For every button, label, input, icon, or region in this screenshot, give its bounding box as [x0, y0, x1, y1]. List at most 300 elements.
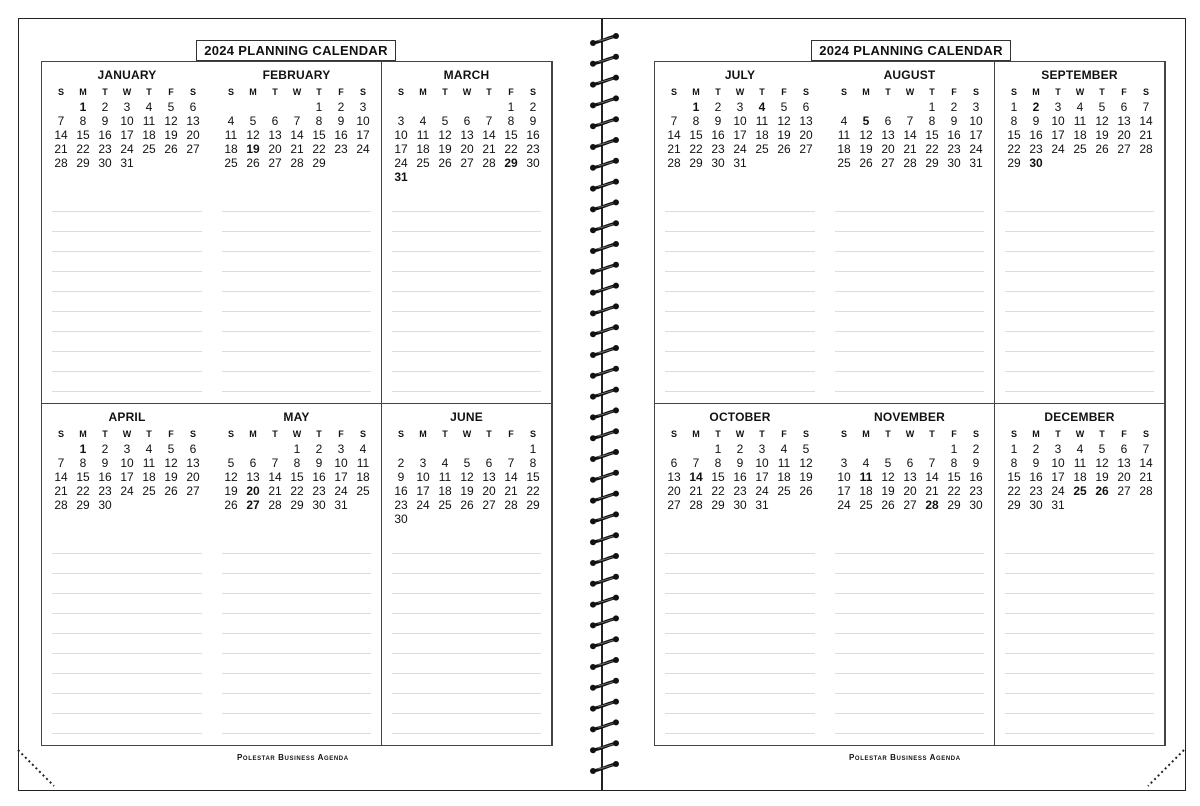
- day-number[interactable]: 28: [667, 156, 681, 170]
- day-number[interactable]: 11: [1073, 114, 1087, 128]
- day-number[interactable]: 4: [145, 442, 153, 456]
- day-number[interactable]: 17: [1051, 470, 1065, 484]
- day-number[interactable]: 14: [903, 128, 917, 142]
- day-number[interactable]: 19: [1095, 128, 1109, 142]
- day-number[interactable]: 20: [186, 128, 200, 142]
- day-number[interactable]: 9: [950, 114, 958, 128]
- day-number[interactable]: 10: [416, 470, 430, 484]
- day-number[interactable]: 21: [925, 484, 939, 498]
- day-number[interactable]: 15: [1007, 470, 1021, 484]
- day-number[interactable]: 21: [268, 484, 282, 498]
- day-number[interactable]: 5: [463, 456, 471, 470]
- day-number[interactable]: 26: [881, 498, 895, 512]
- day-number[interactable]: 25: [755, 142, 769, 156]
- day-number[interactable]: 15: [504, 128, 518, 142]
- day-number[interactable]: 13: [903, 470, 917, 484]
- day-number[interactable]: 22: [504, 142, 518, 156]
- day-number[interactable]: 1: [692, 100, 700, 114]
- day-number[interactable]: 2: [101, 442, 109, 456]
- day-number[interactable]: 29: [711, 498, 725, 512]
- day-number[interactable]: 18: [837, 142, 851, 156]
- day-number[interactable]: 24: [733, 142, 747, 156]
- day-number[interactable]: 1: [1010, 100, 1018, 114]
- day-number[interactable]: 18: [142, 128, 156, 142]
- day-number[interactable]: 10: [394, 128, 408, 142]
- day-number[interactable]: 7: [1142, 100, 1150, 114]
- day-number[interactable]: 12: [799, 456, 813, 470]
- day-number[interactable]: 3: [1054, 442, 1062, 456]
- day-number[interactable]: 28: [1139, 142, 1153, 156]
- day-number[interactable]: 31: [733, 156, 747, 170]
- day-number[interactable]: 19: [799, 470, 813, 484]
- day-number[interactable]: 31: [969, 156, 983, 170]
- day-number[interactable]: 18: [356, 470, 370, 484]
- day-number[interactable]: 7: [507, 456, 515, 470]
- day-number[interactable]: 27: [482, 498, 496, 512]
- day-number[interactable]: 15: [689, 128, 703, 142]
- day-number[interactable]: 5: [1098, 100, 1106, 114]
- day-number[interactable]: 24: [394, 156, 408, 170]
- day-number[interactable]: 29: [689, 156, 703, 170]
- day-number[interactable]: 27: [186, 142, 200, 156]
- day-number[interactable]: 14: [482, 128, 496, 142]
- day-number[interactable]: 3: [123, 442, 131, 456]
- day-number[interactable]: 25: [142, 484, 156, 498]
- day-number[interactable]: 31: [1051, 498, 1065, 512]
- day-number[interactable]: 19: [164, 128, 178, 142]
- day-number[interactable]: 14: [54, 128, 68, 142]
- day-number[interactable]: 20: [186, 470, 200, 484]
- day-number[interactable]: 2: [337, 100, 345, 114]
- day-number[interactable]: 23: [394, 498, 408, 512]
- day-number[interactable]: 5: [862, 114, 870, 128]
- day-number[interactable]: 19: [881, 484, 895, 498]
- day-number[interactable]: 13: [460, 128, 474, 142]
- day-number[interactable]: 20: [667, 484, 681, 498]
- day-number[interactable]: 25: [1073, 484, 1087, 498]
- day-number[interactable]: 2: [397, 456, 405, 470]
- day-number[interactable]: 16: [1029, 470, 1043, 484]
- day-number[interactable]: 27: [799, 142, 813, 156]
- day-number[interactable]: 11: [859, 470, 873, 484]
- day-number[interactable]: 4: [758, 100, 766, 114]
- day-number[interactable]: 6: [485, 456, 493, 470]
- day-number[interactable]: 26: [460, 498, 474, 512]
- day-number[interactable]: 16: [312, 470, 326, 484]
- day-number[interactable]: 7: [271, 456, 279, 470]
- day-number[interactable]: 24: [416, 498, 430, 512]
- day-number[interactable]: 23: [98, 484, 112, 498]
- day-number[interactable]: 23: [334, 142, 348, 156]
- day-number[interactable]: 30: [1029, 498, 1043, 512]
- day-number[interactable]: 7: [1142, 442, 1150, 456]
- day-number[interactable]: 26: [777, 142, 791, 156]
- day-number[interactable]: 9: [529, 114, 537, 128]
- day-number[interactable]: 11: [755, 114, 769, 128]
- day-number[interactable]: 4: [780, 442, 788, 456]
- day-number[interactable]: 26: [799, 484, 813, 498]
- day-number[interactable]: 15: [526, 470, 540, 484]
- day-number[interactable]: 21: [482, 142, 496, 156]
- day-number[interactable]: 5: [167, 100, 175, 114]
- day-number[interactable]: 3: [397, 114, 405, 128]
- day-number[interactable]: 26: [438, 156, 452, 170]
- day-number[interactable]: 6: [1120, 442, 1128, 456]
- day-number[interactable]: 23: [1029, 142, 1043, 156]
- day-number[interactable]: 26: [164, 484, 178, 498]
- day-number[interactable]: 9: [1032, 456, 1040, 470]
- day-number[interactable]: 23: [312, 484, 326, 498]
- day-number[interactable]: 27: [667, 498, 681, 512]
- day-number[interactable]: 14: [268, 470, 282, 484]
- day-number[interactable]: 24: [334, 484, 348, 498]
- day-number[interactable]: 12: [777, 114, 791, 128]
- day-number[interactable]: 4: [419, 114, 427, 128]
- day-number[interactable]: 1: [79, 442, 87, 456]
- day-number[interactable]: 3: [972, 100, 980, 114]
- day-number[interactable]: 4: [227, 114, 235, 128]
- day-number[interactable]: 28: [504, 498, 518, 512]
- day-number[interactable]: 20: [881, 142, 895, 156]
- day-number[interactable]: 22: [925, 142, 939, 156]
- day-number[interactable]: 31: [120, 156, 134, 170]
- day-number[interactable]: 30: [98, 156, 112, 170]
- day-number[interactable]: 17: [120, 470, 134, 484]
- day-number[interactable]: 25: [1073, 142, 1087, 156]
- day-number[interactable]: 6: [249, 456, 257, 470]
- note-lines[interactable]: [1005, 192, 1154, 397]
- day-number[interactable]: 19: [1095, 470, 1109, 484]
- day-number[interactable]: 19: [438, 142, 452, 156]
- day-number[interactable]: 22: [290, 484, 304, 498]
- day-number[interactable]: 20: [1117, 470, 1131, 484]
- day-number[interactable]: 11: [837, 128, 851, 142]
- day-number[interactable]: 15: [76, 470, 90, 484]
- day-number[interactable]: 10: [733, 114, 747, 128]
- day-number[interactable]: 10: [356, 114, 370, 128]
- day-number[interactable]: 18: [755, 128, 769, 142]
- day-number[interactable]: 4: [359, 442, 367, 456]
- day-number[interactable]: 20: [460, 142, 474, 156]
- note-lines[interactable]: [392, 534, 541, 740]
- day-number[interactable]: 8: [692, 114, 700, 128]
- day-number[interactable]: 13: [268, 128, 282, 142]
- day-number[interactable]: 20: [1117, 128, 1131, 142]
- day-number[interactable]: 6: [906, 456, 914, 470]
- day-number[interactable]: 25: [142, 142, 156, 156]
- note-lines[interactable]: [835, 534, 984, 740]
- day-number[interactable]: 23: [711, 142, 725, 156]
- day-number[interactable]: 12: [164, 456, 178, 470]
- day-number[interactable]: 11: [438, 470, 452, 484]
- day-number[interactable]: 26: [164, 142, 178, 156]
- day-number[interactable]: 14: [667, 128, 681, 142]
- day-number[interactable]: 6: [884, 114, 892, 128]
- day-number[interactable]: 20: [799, 128, 813, 142]
- day-number[interactable]: 24: [120, 142, 134, 156]
- day-number[interactable]: 28: [54, 498, 68, 512]
- day-number[interactable]: 7: [57, 114, 65, 128]
- day-number[interactable]: 23: [969, 484, 983, 498]
- day-number[interactable]: 14: [290, 128, 304, 142]
- day-number[interactable]: 3: [758, 442, 766, 456]
- note-lines[interactable]: [392, 192, 541, 397]
- day-number[interactable]: 13: [482, 470, 496, 484]
- day-number[interactable]: 7: [293, 114, 301, 128]
- day-number[interactable]: 28: [925, 498, 939, 512]
- day-number[interactable]: 24: [120, 484, 134, 498]
- day-number[interactable]: 10: [120, 114, 134, 128]
- note-lines[interactable]: [835, 192, 984, 397]
- day-number[interactable]: 28: [268, 498, 282, 512]
- day-number[interactable]: 30: [711, 156, 725, 170]
- day-number[interactable]: 19: [460, 484, 474, 498]
- day-number[interactable]: 2: [972, 442, 980, 456]
- day-number[interactable]: 12: [859, 128, 873, 142]
- day-number[interactable]: 20: [246, 484, 260, 498]
- day-number[interactable]: 7: [692, 456, 700, 470]
- day-number[interactable]: 17: [334, 470, 348, 484]
- day-number[interactable]: 12: [1095, 114, 1109, 128]
- day-number[interactable]: 8: [79, 456, 87, 470]
- day-number[interactable]: 14: [1139, 114, 1153, 128]
- day-number[interactable]: 5: [1098, 442, 1106, 456]
- day-number[interactable]: 3: [123, 100, 131, 114]
- day-number[interactable]: 1: [315, 100, 323, 114]
- day-number[interactable]: 19: [224, 484, 238, 498]
- day-number[interactable]: 17: [837, 484, 851, 498]
- day-number[interactable]: 9: [972, 456, 980, 470]
- day-number[interactable]: 12: [881, 470, 895, 484]
- day-number[interactable]: 8: [928, 114, 936, 128]
- day-number[interactable]: 27: [903, 498, 917, 512]
- day-number[interactable]: 30: [394, 512, 408, 526]
- day-number[interactable]: 29: [312, 156, 326, 170]
- day-number[interactable]: 29: [1007, 498, 1021, 512]
- day-number[interactable]: 29: [526, 498, 540, 512]
- note-lines[interactable]: [222, 192, 371, 397]
- day-number[interactable]: 29: [76, 156, 90, 170]
- day-number[interactable]: 11: [224, 128, 238, 142]
- day-number[interactable]: 22: [1007, 484, 1021, 498]
- day-number[interactable]: 29: [947, 498, 961, 512]
- day-number[interactable]: 22: [947, 484, 961, 498]
- day-number[interactable]: 25: [224, 156, 238, 170]
- day-number[interactable]: 2: [529, 100, 537, 114]
- day-number[interactable]: 17: [356, 128, 370, 142]
- day-number[interactable]: 16: [98, 128, 112, 142]
- day-number[interactable]: 13: [881, 128, 895, 142]
- day-number[interactable]: 6: [670, 456, 678, 470]
- day-number[interactable]: 6: [189, 100, 197, 114]
- day-number[interactable]: 12: [438, 128, 452, 142]
- day-number[interactable]: 26: [1095, 142, 1109, 156]
- day-number[interactable]: 27: [460, 156, 474, 170]
- day-number[interactable]: 21: [903, 142, 917, 156]
- day-number[interactable]: 5: [802, 442, 810, 456]
- day-number[interactable]: 23: [1029, 484, 1043, 498]
- day-number[interactable]: 27: [268, 156, 282, 170]
- day-number[interactable]: 21: [689, 484, 703, 498]
- day-number[interactable]: 19: [777, 128, 791, 142]
- day-number[interactable]: 3: [1054, 100, 1062, 114]
- day-number[interactable]: 23: [526, 142, 540, 156]
- day-number[interactable]: 28: [689, 498, 703, 512]
- day-number[interactable]: 24: [755, 484, 769, 498]
- day-number[interactable]: 13: [667, 470, 681, 484]
- day-number[interactable]: 15: [76, 128, 90, 142]
- day-number[interactable]: 25: [416, 156, 430, 170]
- day-number[interactable]: 21: [1139, 128, 1153, 142]
- day-number[interactable]: 19: [246, 142, 260, 156]
- day-number[interactable]: 22: [526, 484, 540, 498]
- day-number[interactable]: 18: [1073, 128, 1087, 142]
- day-number[interactable]: 24: [969, 142, 983, 156]
- day-number[interactable]: 10: [334, 456, 348, 470]
- day-number[interactable]: 15: [925, 128, 939, 142]
- day-number[interactable]: 22: [1007, 142, 1021, 156]
- day-number[interactable]: 31: [334, 498, 348, 512]
- day-number[interactable]: 25: [837, 156, 851, 170]
- day-number[interactable]: 2: [1032, 100, 1040, 114]
- day-number[interactable]: 4: [145, 100, 153, 114]
- day-number[interactable]: 22: [689, 142, 703, 156]
- day-number[interactable]: 16: [394, 484, 408, 498]
- day-number[interactable]: 15: [1007, 128, 1021, 142]
- day-number[interactable]: 7: [485, 114, 493, 128]
- day-number[interactable]: 26: [859, 156, 873, 170]
- day-number[interactable]: 25: [356, 484, 370, 498]
- note-lines[interactable]: [665, 534, 815, 740]
- day-number[interactable]: 3: [359, 100, 367, 114]
- day-number[interactable]: 10: [1051, 114, 1065, 128]
- day-number[interactable]: 1: [950, 442, 958, 456]
- day-number[interactable]: 29: [1007, 156, 1021, 170]
- day-number[interactable]: 1: [529, 442, 537, 456]
- day-number[interactable]: 28: [482, 156, 496, 170]
- day-number[interactable]: 19: [164, 470, 178, 484]
- day-number[interactable]: 9: [101, 456, 109, 470]
- day-number[interactable]: 24: [1051, 142, 1065, 156]
- day-number[interactable]: 5: [167, 442, 175, 456]
- day-number[interactable]: 16: [334, 128, 348, 142]
- day-number[interactable]: 20: [903, 484, 917, 498]
- day-number[interactable]: 8: [79, 114, 87, 128]
- note-lines[interactable]: [52, 534, 202, 740]
- day-number[interactable]: 8: [315, 114, 323, 128]
- day-number[interactable]: 21: [54, 484, 68, 498]
- day-number[interactable]: 10: [755, 456, 769, 470]
- day-number[interactable]: 17: [416, 484, 430, 498]
- day-number[interactable]: 1: [1010, 442, 1018, 456]
- day-number[interactable]: 30: [312, 498, 326, 512]
- day-number[interactable]: 28: [903, 156, 917, 170]
- day-number[interactable]: 22: [312, 142, 326, 156]
- day-number[interactable]: 2: [101, 100, 109, 114]
- day-number[interactable]: 16: [947, 128, 961, 142]
- day-number[interactable]: 28: [290, 156, 304, 170]
- day-number[interactable]: 7: [928, 456, 936, 470]
- day-number[interactable]: 22: [76, 484, 90, 498]
- day-number[interactable]: 25: [777, 484, 791, 498]
- day-number[interactable]: 30: [526, 156, 540, 170]
- day-number[interactable]: 14: [925, 470, 939, 484]
- day-number[interactable]: 17: [394, 142, 408, 156]
- day-number[interactable]: 4: [1076, 442, 1084, 456]
- day-number[interactable]: 8: [1010, 114, 1018, 128]
- day-number[interactable]: 11: [142, 114, 156, 128]
- day-number[interactable]: 3: [736, 100, 744, 114]
- day-number[interactable]: 6: [271, 114, 279, 128]
- day-number[interactable]: 29: [290, 498, 304, 512]
- day-number[interactable]: 17: [755, 470, 769, 484]
- day-number[interactable]: 30: [969, 498, 983, 512]
- day-number[interactable]: 11: [1073, 456, 1087, 470]
- day-number[interactable]: 3: [337, 442, 345, 456]
- day-number[interactable]: 9: [714, 114, 722, 128]
- day-number[interactable]: 21: [667, 142, 681, 156]
- day-number[interactable]: 17: [1051, 128, 1065, 142]
- day-number[interactable]: 7: [906, 114, 914, 128]
- day-number[interactable]: 5: [441, 114, 449, 128]
- day-number[interactable]: 10: [969, 114, 983, 128]
- day-number[interactable]: 6: [189, 442, 197, 456]
- day-number[interactable]: 8: [714, 456, 722, 470]
- day-number[interactable]: 9: [315, 456, 323, 470]
- day-number[interactable]: 3: [840, 456, 848, 470]
- day-number[interactable]: 20: [482, 484, 496, 498]
- day-number[interactable]: 11: [142, 456, 156, 470]
- day-number[interactable]: 9: [397, 470, 405, 484]
- day-number[interactable]: 13: [1117, 114, 1131, 128]
- day-number[interactable]: 10: [837, 470, 851, 484]
- day-number[interactable]: 11: [356, 456, 370, 470]
- day-number[interactable]: 11: [777, 456, 791, 470]
- day-number[interactable]: 15: [947, 470, 961, 484]
- day-number[interactable]: 23: [98, 142, 112, 156]
- day-number[interactable]: 4: [1076, 100, 1084, 114]
- day-number[interactable]: 19: [859, 142, 873, 156]
- day-number[interactable]: 10: [1051, 456, 1065, 470]
- day-number[interactable]: 28: [1139, 484, 1153, 498]
- day-number[interactable]: 3: [419, 456, 427, 470]
- day-number[interactable]: 6: [802, 100, 810, 114]
- day-number[interactable]: 16: [526, 128, 540, 142]
- day-number[interactable]: 24: [1051, 484, 1065, 498]
- day-number[interactable]: 8: [293, 456, 301, 470]
- day-number[interactable]: 12: [164, 114, 178, 128]
- day-number[interactable]: 31: [755, 498, 769, 512]
- day-number[interactable]: 18: [224, 142, 238, 156]
- day-number[interactable]: 9: [101, 114, 109, 128]
- day-number[interactable]: 28: [54, 156, 68, 170]
- day-number[interactable]: 30: [1029, 156, 1043, 170]
- day-number[interactable]: 21: [54, 142, 68, 156]
- day-number[interactable]: 27: [881, 156, 895, 170]
- day-number[interactable]: 30: [733, 498, 747, 512]
- note-lines[interactable]: [222, 534, 371, 740]
- day-number[interactable]: 26: [246, 156, 260, 170]
- day-number[interactable]: 18: [1073, 470, 1087, 484]
- day-number[interactable]: 9: [1032, 114, 1040, 128]
- day-number[interactable]: 12: [224, 470, 238, 484]
- day-number[interactable]: 6: [1120, 100, 1128, 114]
- day-number[interactable]: 14: [689, 470, 703, 484]
- day-number[interactable]: 23: [947, 142, 961, 156]
- day-number[interactable]: 29: [504, 156, 518, 170]
- day-number[interactable]: 27: [246, 498, 260, 512]
- day-number[interactable]: 5: [780, 100, 788, 114]
